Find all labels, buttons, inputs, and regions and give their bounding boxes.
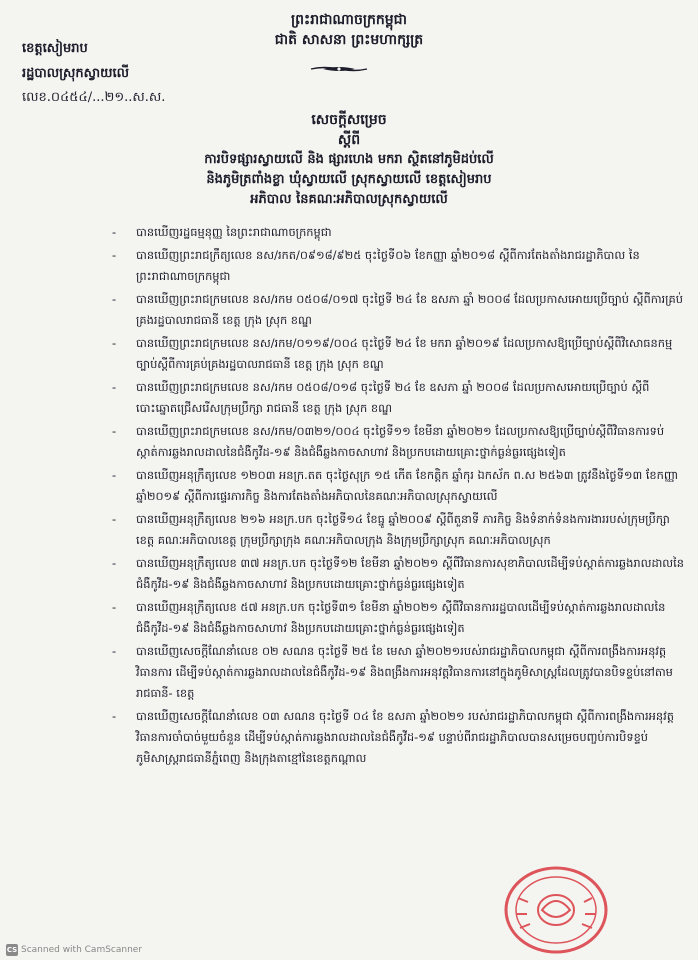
list-item [112, 597, 684, 639]
list-item-text: បានឃើញព្រះរាជក្រមលេខ នស/រកម/០៣២១/០០៤ ចុះថ្ងៃទី១១ ខែមីនា ឆ្នាំ២០២១ ដែលប្រកាសឱ្យប្រើច្បាប់ស្តីពីវិធានការទប់ស្កាត់ការឆ្លងរាលដាលនៃជំងឺកូវីដ-១៩ និងជំងឺឆ្លងកាចសាហាវ និងប្រកបដោយគ្រោះថ្នាក់ធ្ងន់ធ្ងរផ្សេងទៀត [136, 424, 665, 459]
decision-title: សេចក្តីសម្រេច [311, 112, 387, 128]
list-item-text: បានឃើញសេចក្តីណែនាំលេខ ០២ សណន ចុះថ្ងៃទី ២៥ ខែ មេសា ឆ្នាំ២០២១របស់រាជរដ្ឋាភិបាលកម្ពុជា ស្តីពីការពង្រឹងការអនុវត្តវិធានការ ដើម្បីទប់ស្កាត់ការឆ្លងរាលដាលនៃជំងឺកូវីដ-១៩ និងពង្រឹងការអនុវត្តវិធានការនៅក្នុងភូមិសាស្ត្រដែលត្រូវបានបិទខ្ទប់នៅតាមរាជធានី- ខេត្ត [136, 644, 673, 700]
list-item [112, 245, 684, 287]
official-seal-stamp [500, 858, 612, 956]
list-item [112, 377, 684, 419]
list-marker: - [112, 248, 117, 262]
reference-number: លេខ.០៤៥៤/...២១..ស.ស. [22, 90, 166, 105]
list-marker: - [112, 468, 117, 482]
list-marker: - [112, 225, 117, 239]
list-item-text: បានឃើញសេចក្តីណែនាំលេខ ០៣ សណន ចុះថ្ងៃទី ០៤ ខែ ឧសភា ឆ្នាំ២០២១ របស់រាជរដ្ឋាភិបាលកម្ពុជា ស្តីពីការពង្រឹងការអនុវត្តវិធានការចាំបាច់មួយចំនួន ដើម្បីទប់ស្កាត់ការឆ្លងរាលដាលនៃជំងឺកូវីដ-១៩ បន្ទាប់ពីរាជរដ្ឋាភិបាលបានសម្រេចបញ្ចប់ការបិទខ្ទប់ភូមិសាស្ត្ររាជធានីភ្នំពេញ និងក្រុងតាខ្មៅនៃខេត្តកណ្តាល [136, 709, 674, 765]
list-item-text: បានឃើញព្រះរាជក្រឹត្យលេខ នស/រកត/០៩១៨/៩២៥ ចុះថ្ងៃទី០៦ ខែកញ្ញា ឆ្នាំ២០១៨ ស្តីពីការតែងតាំងរាជរដ្ឋាភិបាល នៃព្រះរាជាណាចក្រកម្ពុជា [136, 248, 640, 283]
list-marker: - [112, 644, 117, 658]
list-item [112, 509, 684, 551]
national-motto: ជាតិ សាសនា ព្រះមហាក្សត្រ [274, 32, 424, 48]
issuing-authority [22, 36, 165, 110]
province-name: ខេត្តសៀមរាប [22, 41, 88, 56]
decision-subject-line-1: ការបិទផ្សារស្វាយលើ និង ផ្សារហេង មករា ស្ថិតនៅភូមិដប់លើ [204, 152, 494, 167]
list-item-text: បានឃើញរដ្ឋធម្មនុញ្ញ នៃព្រះរាជាណាចក្រកម្ពុជា [136, 225, 332, 239]
list-item [112, 706, 684, 769]
camscanner-logo-icon: CS [6, 946, 18, 954]
list-item-text: បានឃើញអនុក្រឹត្យលេខ ៥៧ អនក្រ.បក ចុះថ្ងៃទី៣១ ខែមីនា ឆ្នាំ២០២១ ស្តីពីវិធានការរដ្ឋបាលដើម្បីទប់ស្កាត់ការឆ្លងរាលដាលនៃជំងឺកូវីដ-១៩ និងជំងឺឆ្លងកាចសាហាវ និងប្រកបដោយគ្រោះថ្នាក់ធ្ងន់ធ្ងរផ្សេងទៀត [136, 600, 666, 635]
list-marker: - [112, 556, 117, 570]
list-item [112, 333, 684, 375]
list-item-text: បានឃើញព្រះរាជក្រមលេខ នស/រកម ០៥០៨/០១៧ ចុះថ្ងៃទី ២៤ ខែ ឧសភា ឆ្នាំ ២០០៨ ដែលប្រកាសអោយប្រើច្បាប់ ស្តីពីការគ្រប់គ្រងរដ្ឋបាលរាជធានី ខេត្ត ក្រុង ស្រុក ខណ្ឌ [136, 292, 684, 327]
list-item [112, 641, 684, 704]
kingdom-name: ព្រះរាជាណាចក្រកម្ពុជា [290, 12, 407, 28]
list-item-text: បានឃើញអនុក្រឹត្យលេខ ៣៧ អនក្រ.បក ចុះថ្ងៃទី១២ ខែមីនា ឆ្នាំ២០២១ ស្តីពីវិធានការសុខាភិបាលដើម្បីទប់ស្កាត់ការឆ្លងរាលដាលនៃជំងឺកូវីដ-១៩ និងជំងឺឆ្លងកាចសាហាវ និងប្រកបដោយគ្រោះថ្នាក់ធ្ងន់ធ្ងរផ្សេងទៀត [136, 556, 684, 591]
scanner-watermark-text: Scanned with CamScanner [21, 945, 143, 955]
list-item-text: បានឃើញព្រះរាជក្រមលេខ នស/រកម ០៥០៨/០១៨ ចុះថ្ងៃទី ២៤ ខែ ឧសភា ឆ្នាំ ២០០៨ ដែលប្រកាសអោយប្រើច្បាប់ ស្តីពីបោះឆ្នោតជ្រើសរើសក្រុមប្រឹក្សា រាជធានី ខេត្ត ក្រុង ស្រុក ខណ្ឌ [136, 380, 650, 415]
list-marker: - [112, 709, 117, 723]
list-item [112, 421, 684, 463]
list-item [112, 222, 684, 243]
list-marker: - [112, 336, 117, 350]
list-marker: - [112, 512, 117, 526]
list-item-text: បានឃើញព្រះរាជក្រមលេខ នស/រកម/០១១៩/០០៤ ចុះថ្ងៃទី ២៤ ខែ មករា ឆ្នាំ២០១៩ ដែលប្រកាសឱ្យប្រើច្បាប់ស្តីពីវិសោធនកម្មច្បាប់ស្តីពីការគ្រប់គ្រងរដ្ឋបាលរាជធានី ខេត្ត ក្រុង ស្រុក ខណ្ឌ [136, 336, 673, 371]
decision-subject-line-2: និងភូមិត្រពាំងខ្លា ឃុំស្វាយលើ ស្រុកស្វាយលើ ខេត្តសៀមរាប [206, 172, 492, 187]
list-marker: - [112, 292, 117, 306]
district-administration: រដ្ឋបាលស្រុកស្វាយលើ [22, 66, 130, 81]
list-marker: - [112, 380, 117, 394]
ornament-divider-icon [309, 64, 369, 74]
list-item [112, 289, 684, 331]
list-item [112, 465, 684, 507]
legal-basis-list [112, 222, 684, 771]
decision-about: ស្តីពី [337, 132, 361, 148]
list-marker: - [112, 600, 117, 614]
list-item-text: បានឃើញអនុក្រឹត្យលេខ ២១៦ អនក្រ.បក ចុះថ្ងៃទី១៤ ខែធ្នូ ឆ្នាំ២០០៩ ស្តីពីតួនាទី ភារកិច្ច និងទំនាក់ទំនងការងាររបស់ក្រុមប្រឹក្សាខេត្ត គណៈអភិបាលខេត្ត ក្រុមប្រឹក្សាក្រុង គណៈអភិបាលក្រុង និងក្រុមប្រឹក្សាស្រុក គណៈអភិបាលស្រុក [136, 512, 670, 547]
list-marker: - [112, 424, 117, 438]
list-item [112, 553, 684, 595]
decision-title-block [0, 110, 698, 210]
decision-authority: អភិបាល នៃគណៈអភិបាលស្រុកស្វាយលើ [250, 192, 448, 207]
list-item-text: បានឃើញអនុក្រឹត្យលេខ ១២០៣ អនក្រ.តត ចុះថ្ងៃសុក្រ ១៥ កើត ខែកត្ដិក ឆ្នាំកុរ ឯកស័ក ព.ស ២៥៦៣ ត្រូវនឹងថ្ងៃទី១៣ ខែកញ្ញា ឆ្នាំ២០១៩ ស្តីពីការផ្ទេរភារកិច្ច និងការតែងតាំងអភិបាលនៃគណៈអភិបាលស្រុកស្វាយលើ [136, 468, 679, 503]
scanner-footer [6, 944, 142, 956]
